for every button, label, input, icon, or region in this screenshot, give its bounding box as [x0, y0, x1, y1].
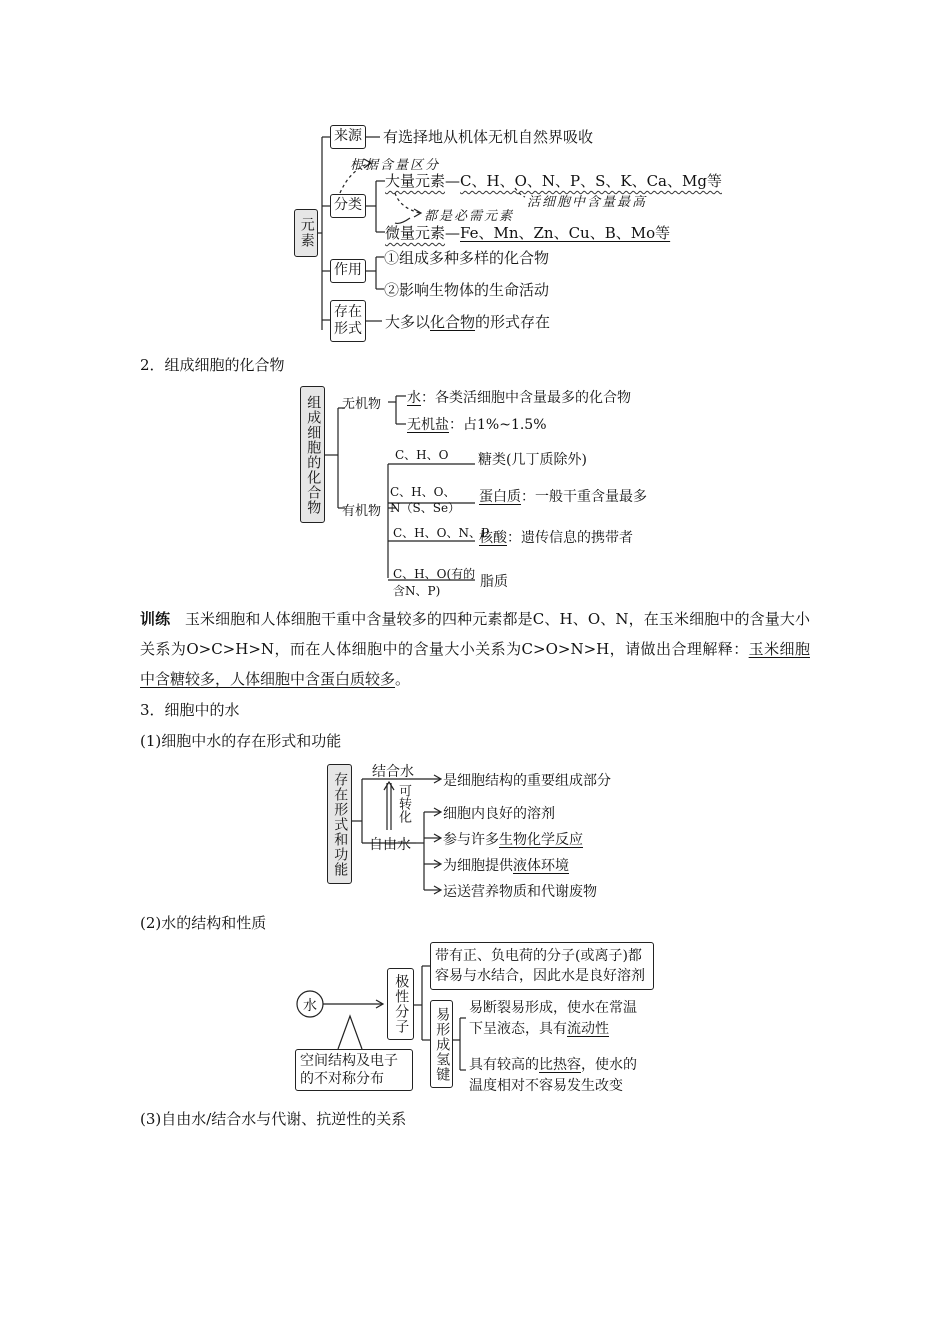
hbond-property-2: 具有较高的比热容，使水的 温度相对不容易发生改变: [469, 1057, 637, 1094]
free-water-fn-2: 参与许多生物化学反应: [443, 832, 583, 848]
inorganic-label: 无机物: [342, 397, 382, 412]
macro-row: 大量元素—C、H、O、N、P、S、K、Ca、Mg等: [385, 172, 722, 190]
organic-label: 有机物: [342, 504, 382, 519]
macro-label: 大量元素: [385, 172, 446, 190]
sub-3-heading: (3)自由水/结合水与代谢、抗逆性的关系: [140, 1110, 407, 1128]
free-water-fn-1: 细胞内良好的溶剂: [443, 806, 555, 822]
hbond-box: 易形成氢键: [430, 1000, 453, 1088]
exercise-text: 玉米细胞和人体细胞干重中含量较多的四种元素都是C、H、O、N，在玉米细胞中的含量大小关系为O>C>H>N，而在人体细胞中的含量大小关系为C>O>N>H，请做出合理解释：: [140, 610, 810, 658]
free-water-fn-3: 为细胞提供液体环境: [443, 858, 569, 874]
lipid-text: 脂质: [480, 574, 508, 590]
sub-1-heading: (1)细胞中水的存在形式和功能: [140, 732, 342, 750]
sugar-text: 糖类(几丁质除外): [478, 452, 587, 468]
source-box: 来源: [330, 125, 366, 149]
hbond-property-1: 易断裂易形成，使水在常温 下呈液态，具有流动性: [469, 1000, 637, 1037]
cause-box: 空间结构及电子的不对称分布: [295, 1049, 413, 1091]
note-basis: 根据含量区分: [350, 158, 441, 173]
function-item-2: ②影响生物体的生命活动: [384, 281, 550, 299]
exercise-paragraph: 训练 玉米细胞和人体细胞干重中含量较多的四种元素都是C、H、O、N，在玉米细胞中的含量大小关系为O>C>H>N，而在人体细胞中的含量大小关系为C>O>N>H，请做出合理解释：玉米细胞中含糖较多，人体细胞中含蛋白质较多。: [140, 610, 810, 688]
protein-elements-1: C、H、O、: [390, 485, 456, 499]
function-item-1: ①组成多种多样的化合物: [384, 249, 550, 267]
convertible-text: 可转化: [396, 784, 411, 823]
elements-root: 元素: [294, 209, 318, 257]
bound-water-label: 结合水: [372, 764, 414, 780]
exercise-answer: 玉米细胞中含糖较多，人体细胞中含蛋白质较多: [140, 640, 810, 688]
polar-box: 极性分子: [387, 968, 414, 1040]
free-water-fn-4: 运送营养物质和代谢废物: [443, 884, 597, 900]
water-row: 水：各类活细胞中含量最多的化合物: [407, 390, 631, 406]
nucleic-row: 核酸：遗传信息的携带者: [479, 530, 633, 546]
water-forms-root: 存在形式和功能: [327, 764, 352, 884]
micro-label: 微量元素: [385, 224, 446, 242]
micro-list: Fe、Mn、Zn、Cu、B、Mo等: [460, 224, 671, 242]
nucleic-elements: C、H、O、N、P: [393, 526, 490, 540]
exercise-label: 训练: [140, 610, 171, 628]
bound-water-text: 是细胞结构的重要组成部分: [443, 773, 611, 789]
compounds-root: 组成细胞的化合物: [300, 386, 325, 523]
salt-row: 无机盐：占1%~1.5%: [407, 417, 547, 433]
micro-row: 微量元素—Fe、Mn、Zn、Cu、B、Mo等: [385, 224, 671, 242]
existence-box: 存在形式: [330, 300, 366, 342]
note-essential: 都是必需元素: [424, 209, 515, 224]
protein-row: 蛋白质：一般干重含量最多: [479, 489, 647, 505]
protein-elements-2: N（S、Se）: [390, 501, 461, 515]
function-box: 作用: [330, 259, 366, 283]
macro-list: C、H、O、N、P、S、K、Ca、Mg等: [460, 172, 722, 190]
sub-2-heading: (2)水的结构和性质: [140, 914, 267, 932]
polar-text-box: 带有正、负电荷的分子(或离子)都 容易与水结合，因此水是良好溶剂: [430, 942, 654, 990]
source-text: 有选择地从机体无机自然界吸收: [383, 128, 594, 146]
section-2-heading: 2．组成细胞的化合物: [140, 356, 285, 374]
note-highest: 活细胞中含量最高: [527, 195, 648, 210]
existence-text: 大多以化合物的形式存在: [385, 313, 551, 331]
water-node: 水: [303, 998, 317, 1014]
classify-box: 分类: [330, 194, 366, 218]
lipid-elements-2: 含N、P): [393, 584, 441, 598]
sugar-elements: C、H、O: [395, 448, 449, 462]
free-water-label: 自由水: [369, 837, 411, 853]
lipid-elements-1: C、H、O(有的: [393, 567, 476, 581]
section-3-heading: 3．细胞中的水: [140, 701, 240, 719]
